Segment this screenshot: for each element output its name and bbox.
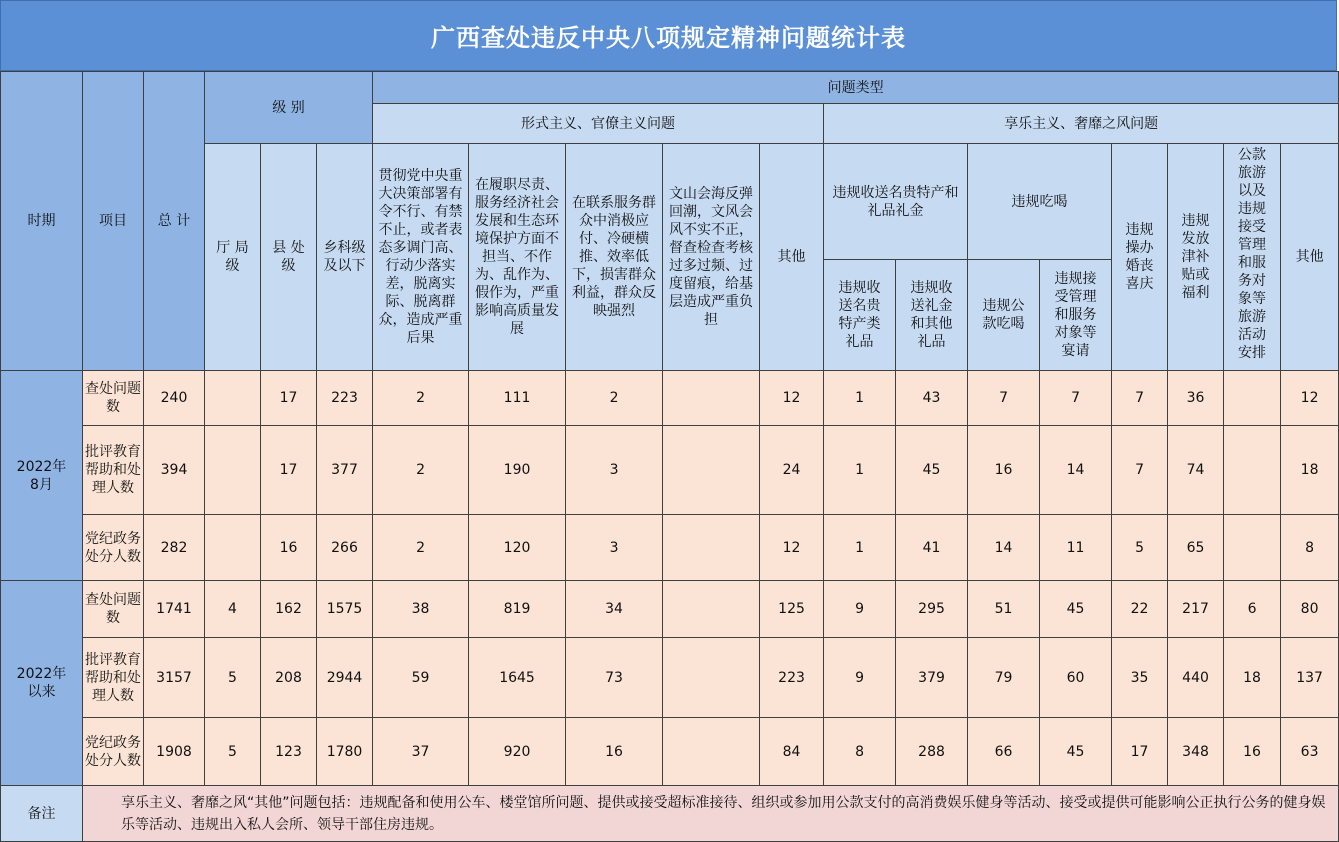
header-formalism: 形式主义、官僚主义问题 <box>373 104 824 144</box>
cell: 73 <box>566 638 663 718</box>
table-row <box>1 718 1339 786</box>
header-formalism-3: 在联系服务群众中消极应付、冷硬横推、效率低下，损害群众利益，群众反映强烈 <box>566 144 663 371</box>
cell: 74 <box>1168 426 1224 515</box>
cell: 223 <box>760 638 824 718</box>
cell <box>205 426 261 515</box>
cell: 3157 <box>144 638 205 718</box>
cell: 2 <box>373 426 469 515</box>
cell: 14 <box>968 515 1040 581</box>
cell: 137 <box>1281 638 1339 718</box>
cell: 65 <box>1168 515 1224 581</box>
cell: 240 <box>144 371 205 426</box>
cell <box>205 515 261 581</box>
cell: 43 <box>896 371 968 426</box>
cell: 45 <box>1040 718 1112 786</box>
header-level-ting: 厅 局 级 <box>205 144 261 371</box>
cell: 66 <box>968 718 1040 786</box>
cell: 79 <box>968 638 1040 718</box>
cell: 16 <box>1224 718 1281 786</box>
cell <box>663 426 760 515</box>
header-problem-type: 问题类型 <box>373 72 1339 104</box>
cell: 51 <box>968 581 1040 638</box>
remark-text: 享乐主义、奢靡之风“其他”问题包括：违规配备和使用公车、楼堂馆所问题、提供或接受超标准接待、组织或参加用公款支付的高消费娱乐健身等活动、接受或提供可能影响公正执行公务的健身娱乐等活动、违规出入私人会所、领导干部住房违规。 <box>83 786 1339 842</box>
cell: 3 <box>566 426 663 515</box>
cell: 379 <box>896 638 968 718</box>
header-eat-2: 违规接受管理和服务对象等宴请 <box>1040 260 1112 371</box>
cell: 1 <box>824 371 896 426</box>
cell: 22 <box>1112 581 1168 638</box>
cell: 920 <box>469 718 566 786</box>
cell: 5 <box>1112 515 1168 581</box>
cell: 8 <box>1281 515 1339 581</box>
table-row <box>1 638 1339 718</box>
cell: 12 <box>760 371 824 426</box>
cell <box>663 581 760 638</box>
header-gift-2: 违规收送礼金和其他礼品 <box>896 260 968 371</box>
cell: 1780 <box>317 718 373 786</box>
cell: 45 <box>1040 581 1112 638</box>
cell: 1741 <box>144 581 205 638</box>
table-row <box>1 371 1339 426</box>
header-eat: 违规吃喝 <box>968 144 1112 260</box>
cell: 1645 <box>469 638 566 718</box>
remark-row <box>1 786 1339 842</box>
table-row <box>1 426 1339 515</box>
row-item: 查处问题数 <box>83 581 144 638</box>
cell: 2 <box>373 371 469 426</box>
cell: 16 <box>968 426 1040 515</box>
cell: 217 <box>1168 581 1224 638</box>
cell: 440 <box>1168 638 1224 718</box>
header-item: 项目 <box>83 72 144 371</box>
cell: 45 <box>896 426 968 515</box>
cell: 123 <box>261 718 317 786</box>
cell: 17 <box>1112 718 1168 786</box>
cell: 120 <box>469 515 566 581</box>
cell: 7 <box>1040 371 1112 426</box>
cell: 59 <box>373 638 469 718</box>
remark-label: 备注 <box>1 786 83 842</box>
cell: 208 <box>261 638 317 718</box>
cell: 1 <box>824 426 896 515</box>
cell: 1908 <box>144 718 205 786</box>
cell: 7 <box>1112 426 1168 515</box>
period-label: 2022年以来 <box>1 581 83 786</box>
cell: 3 <box>566 515 663 581</box>
header-wedding: 违规操办婚丧喜庆 <box>1112 144 1168 371</box>
cell: 288 <box>896 718 968 786</box>
cell: 11 <box>1040 515 1112 581</box>
cell: 2 <box>373 515 469 581</box>
header-total: 总 计 <box>144 72 205 371</box>
header-allowance: 违规发放津补贴或福利 <box>1168 144 1224 371</box>
cell: 266 <box>317 515 373 581</box>
cell: 162 <box>261 581 317 638</box>
cell: 60 <box>1040 638 1112 718</box>
cell: 80 <box>1281 581 1339 638</box>
cell: 9 <box>824 638 896 718</box>
cell <box>205 371 261 426</box>
header-gift-1: 违规收送名贵特产类礼品 <box>824 260 896 371</box>
cell: 16 <box>261 515 317 581</box>
cell: 16 <box>566 718 663 786</box>
cell: 190 <box>469 426 566 515</box>
cell: 2 <box>566 371 663 426</box>
header-level: 级 别 <box>205 72 373 144</box>
cell: 223 <box>317 371 373 426</box>
cell: 17 <box>261 371 317 426</box>
cell: 9 <box>824 581 896 638</box>
cell <box>663 638 760 718</box>
header-level-xiang: 乡科级及以下 <box>317 144 373 371</box>
header-formalism-2: 在履职尽责、服务经济社会发展和生态环境保护方面不担当、不作为、乱作为、假作为，严重影响高质量发展 <box>469 144 566 371</box>
cell: 125 <box>760 581 824 638</box>
cell: 18 <box>1224 638 1281 718</box>
period-label: 2022年8月 <box>1 371 83 581</box>
header-level-xian: 县 处 级 <box>261 144 317 371</box>
row-item: 查处问题数 <box>83 371 144 426</box>
header-formalism-other: 其他 <box>760 144 824 371</box>
cell: 36 <box>1168 371 1224 426</box>
cell: 41 <box>896 515 968 581</box>
cell: 5 <box>205 718 261 786</box>
cell: 6 <box>1224 581 1281 638</box>
cell: 2944 <box>317 638 373 718</box>
cell: 38 <box>373 581 469 638</box>
cell: 348 <box>1168 718 1224 786</box>
cell: 394 <box>144 426 205 515</box>
cell: 282 <box>144 515 205 581</box>
header-formalism-1: 贯彻党中央重大决策部署有令不行、有禁不止，或者表态多调门高、行动少落实差，脱离实际、脱离群众，造成严重后果 <box>373 144 469 371</box>
cell: 12 <box>1281 371 1339 426</box>
cell: 18 <box>1281 426 1339 515</box>
table-row <box>1 515 1339 581</box>
cell: 17 <box>261 426 317 515</box>
row-item: 批评教育帮助和处理人数 <box>83 426 144 515</box>
row-item: 党纪政务处分人数 <box>83 515 144 581</box>
cell: 14 <box>1040 426 1112 515</box>
cell: 37 <box>373 718 469 786</box>
cell: 1575 <box>317 581 373 638</box>
cell: 7 <box>968 371 1040 426</box>
cell: 1 <box>824 515 896 581</box>
cell <box>1224 371 1281 426</box>
page-title: 广西查处违反中央八项规定精神问题统计表 <box>0 0 1337 71</box>
cell: 295 <box>896 581 968 638</box>
header-travel: 公款旅游以及违规接受管理和服务对象等旅游活动安排 <box>1224 144 1281 371</box>
cell <box>663 371 760 426</box>
table-row <box>1 581 1339 638</box>
cell: 34 <box>566 581 663 638</box>
cell: 5 <box>205 638 261 718</box>
cell <box>663 718 760 786</box>
header-eat-1: 违规公款吃喝 <box>968 260 1040 371</box>
cell: 24 <box>760 426 824 515</box>
cell: 819 <box>469 581 566 638</box>
cell: 35 <box>1112 638 1168 718</box>
row-item: 批评教育帮助和处理人数 <box>83 638 144 718</box>
cell: 7 <box>1112 371 1168 426</box>
cell: 377 <box>317 426 373 515</box>
cell: 12 <box>760 515 824 581</box>
cell <box>663 515 760 581</box>
header-gift: 违规收送名贵特产和礼品礼金 <box>824 144 968 260</box>
cell: 4 <box>205 581 261 638</box>
header-period: 时期 <box>1 72 83 371</box>
cell: 63 <box>1281 718 1339 786</box>
cell: 84 <box>760 718 824 786</box>
cell: 8 <box>824 718 896 786</box>
row-item: 党纪政务处分人数 <box>83 718 144 786</box>
cell <box>1224 515 1281 581</box>
stats-table <box>0 71 1339 842</box>
cell: 111 <box>469 371 566 426</box>
header-hedonism-other: 其他 <box>1281 144 1339 371</box>
header-hedonism: 享乐主义、奢靡之风问题 <box>824 104 1339 144</box>
header-formalism-4: 文山会海反弹回潮，文风会风不实不正，督查检查考核过多过频、过度留痕，给基层造成严重负担 <box>663 144 760 371</box>
cell <box>1224 426 1281 515</box>
